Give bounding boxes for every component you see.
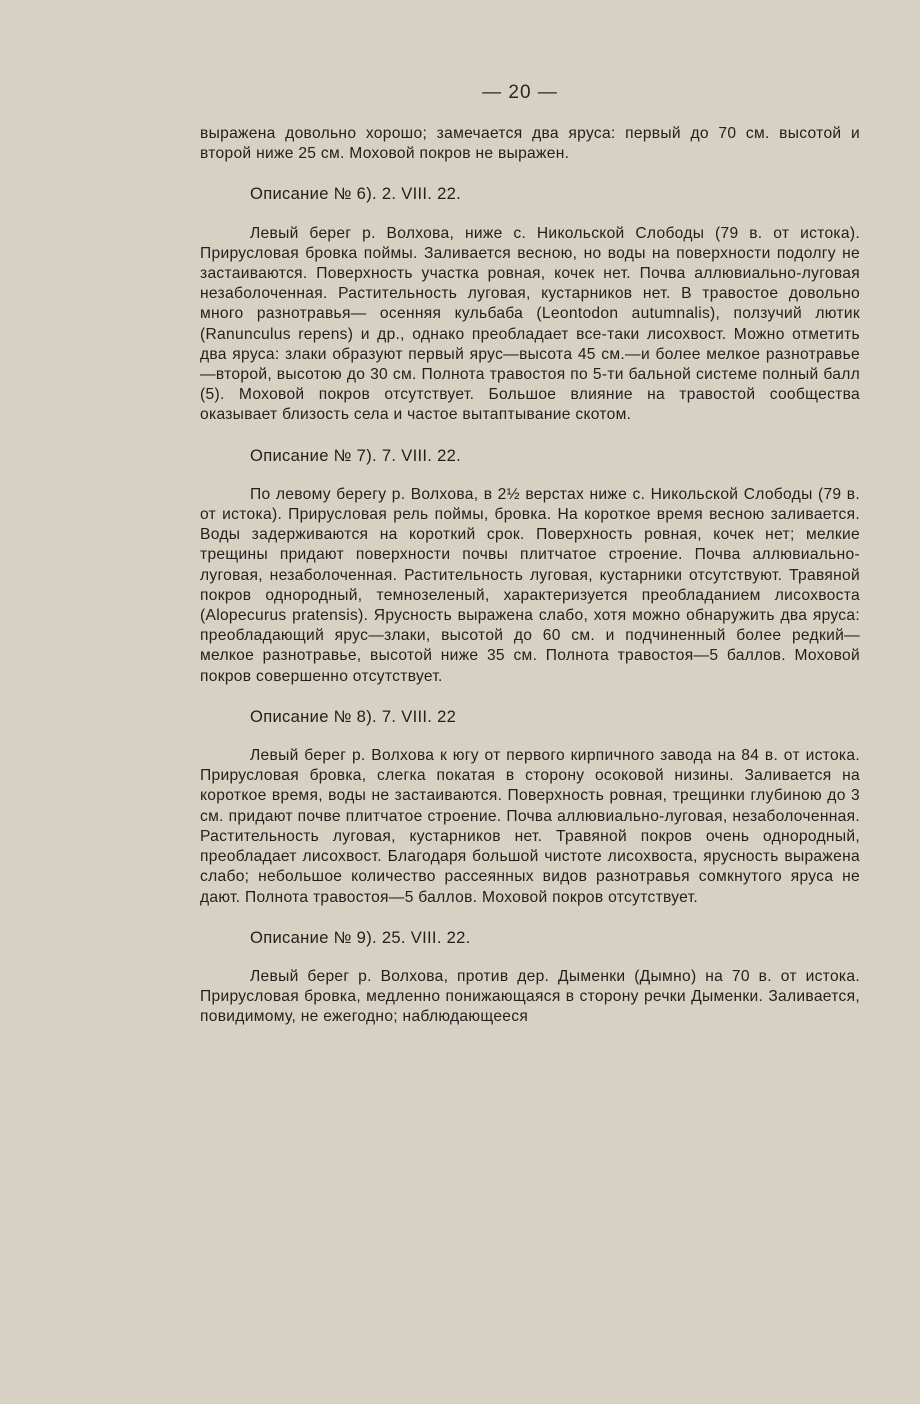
description-paragraph-6: Левый берег р. Волхова, ниже с. Никольской Слободы (79 в. от истока). Прирусловая бровка поймы. Заливается весною, но воды на поверхности подолгу не застаиваются. Поверхность участка ровная, кочек нет. Почва аллювиально-луговая незаболоченная. Растительность луговая, кустарников нет. В травостое довольно много разнотравья— осенняя кульбаба (Leontodon autumnalis), ползучий лютик (Ranunculus repens) и др., однако преобладает все-таки лисохвост. Можно отметить два яруса: злаки образуют первый ярус—высота 45 см.—и более мелкое разнотравье—второй, высотою до 30 см. Полнота травостоя по 5-ти бальной системе полный балл (5). Моховой покров отсутствует. Большое влияние на травостой сообщества оказывает близость села и частое вытаптывание скотом. xyxy=(200,224,860,424)
description-paragraph-9: Левый берег р. Волхова, против дер. Дыменки (Дымно) на 70 в. от истока. Прирусловая бровка, медленно понижающаяся в сторону речки Дыменки. Заливается, повидимому, не ежегодно; наблюдающееся xyxy=(200,967,860,1026)
description-paragraph-8: Левый берег р. Волхова к югу от первого кирпичного завода на 84 в. от истока. Прирусловая бровка, слегка покатая в сторону осоковой низины. Заливается на короткое время, воды не застаиваются. Поверхность ровная, трещинки глубиною до 3 см. придают почве плитчатое строение. Почва аллювиально-луговая, незаболоченная. Растительность луговая, кустарников нет. Травяной покров очень однородный, преобладает лисохвост. Благодаря большой чистоте лисохвоста, ярусность выражена слабо; небольшое количество рассеянных видов разнотравья сомкнутого яруса не дают. Полнота травостоя—5 баллов. Моховой покров отсутствует. xyxy=(200,747,860,906)
page-body xyxy=(200,124,860,1028)
description-heading-7: Описание № 7). 7. VIII. 22. xyxy=(250,445,462,465)
paragraph-continuation: выражена довольно хорошо; замечается два яруса: первый до 70 см. высотой и второй ниже 25 см. Моховой покров не выражен. xyxy=(200,125,860,163)
description-heading-9: Описание № 9). 25. VIII. 22. xyxy=(250,927,471,947)
description-heading-6: Описание № 6). 2. VIII. 22. xyxy=(250,184,462,204)
description-heading-8: Описание № 8). 7. VIII. 22 xyxy=(250,706,457,726)
page-number: — 20 — xyxy=(482,82,558,103)
description-paragraph-7: По левому берегу р. Волхова, в 2½ верстах ниже с. Никольской Слободы (79 в. от истока). Прирусловая рель поймы, бровка. На короткое время весною заливается. Воды задерживаются на короткий срок. Поверхность ровная, кочек нет; мелкие трещины придают поверхности почвы плитчатое строение. Почва аллювиально-луговая, незаболоченная. Растительность луговая, кустарники отсутствуют. Травяной покров однородный, темнозеленый, характеризуется преобладанием лисохвоста (Alopecurus pratensis). Ярусность выражена слабо, хотя можно обнаружить два яруса: преобладающий ярус—злаки, высотой до 60 см. и подчиненный более редкий—мелкое разнотравье, высотой ниже 35 см. Полнота травостоя—5 баллов. Моховой покров совершенно отсутствует. xyxy=(200,485,860,685)
